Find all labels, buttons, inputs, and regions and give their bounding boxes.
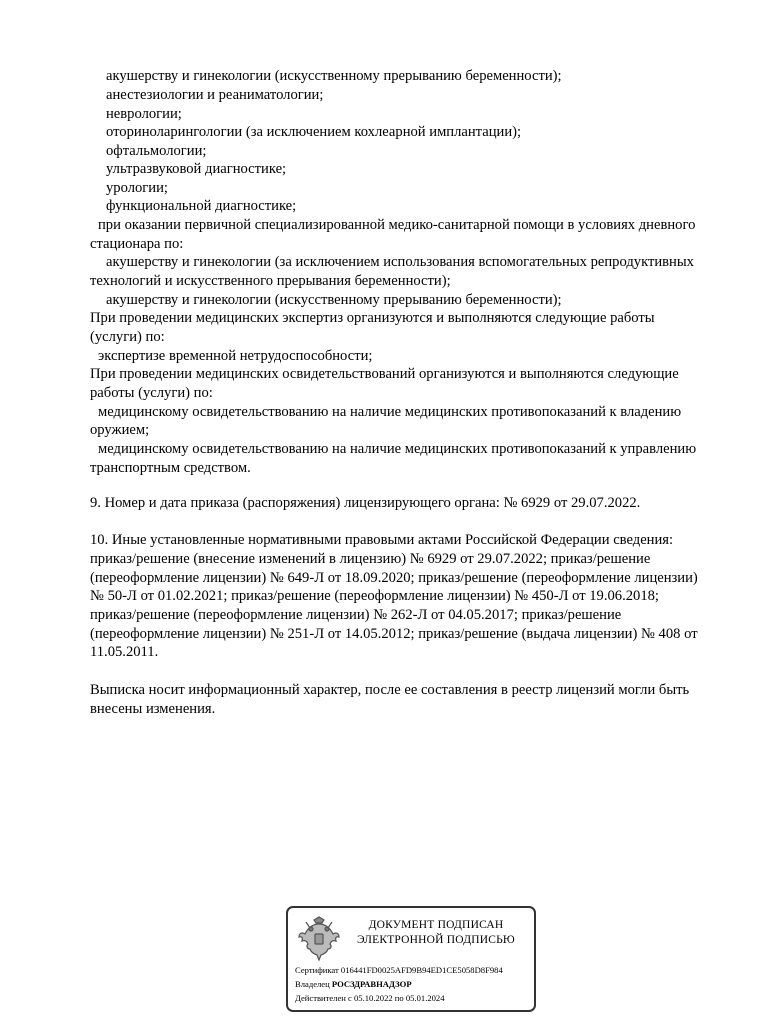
text-line: урологии; xyxy=(106,180,168,196)
certificate-label: Сертификат xyxy=(295,965,339,975)
stamp-title-line: ЭЛЕКТРОННОЙ ПОДПИСЬЮ xyxy=(357,934,515,946)
text-line: при оказании первичной специализированной медико-санитарной помощи в условиях дневного xyxy=(98,217,696,233)
text-line: При проведении медицинских освидетельствований организуются и выполняются следующие xyxy=(90,366,679,382)
certificate-value: 016441FD0025AFD9B94ED1CE5058D8F984 xyxy=(340,965,503,975)
text-line: экспертизе временной нетрудоспособности; xyxy=(98,348,373,364)
certificate-row xyxy=(295,964,503,976)
text-line: анестезиологии и реаниматологии; xyxy=(106,87,324,103)
text-line: акушерству и гинекологии (искусственному прерыванию беременности); xyxy=(106,68,562,84)
disclaimer-line: Выписка носит информационный характер, после ее составления в реестр лицензий могли быть xyxy=(90,682,690,698)
text-line: оториноларингологии (за исключением кохлеарной имплантации); xyxy=(106,124,522,140)
text-line: акушерству и гинекологии (искусственному прерыванию беременности); xyxy=(106,292,562,308)
disclaimer-line: внесены изменения. xyxy=(90,701,216,717)
text-line: При проведении медицинских экспертиз организуются и выполняются следующие работы xyxy=(90,310,655,326)
other-info-line: приказ/решение (внесение изменений в лицензию) № 6929 от 29.07.2022; приказ/решение xyxy=(90,551,651,567)
text-line: офтальмологии; xyxy=(106,143,207,159)
validity-row: Действителен с 05.10.2022 по 05.01.2024 xyxy=(295,993,445,1003)
text-line: неврологии; xyxy=(106,106,182,122)
owner-row xyxy=(295,978,412,990)
owner-value: РОСЗДРАВНАДЗОР xyxy=(331,979,412,989)
stamp-title-line: ДОКУМЕНТ ПОДПИСАН xyxy=(368,919,504,931)
other-info-line: 11.05.2011. xyxy=(90,644,159,660)
electronic-signature-stamp xyxy=(286,906,536,1012)
text-line: работы (услуги) по: xyxy=(90,385,213,401)
text-line: (услуги) по: xyxy=(90,329,165,345)
stamp-title xyxy=(348,918,524,948)
text-line: технологий и искусственного прерывания беременности); xyxy=(90,273,451,289)
owner-label: Владелец xyxy=(295,979,330,989)
other-info-line: (переоформление лицензии) № 649-Л от 18.09.2020; приказ/решение (переоформление лицензии) xyxy=(90,570,698,586)
other-info-line: № 50-Л от 01.02.2021; приказ/решение (переоформление лицензии) № 450-Л от 19.06.2018; xyxy=(90,588,659,604)
other-info-line: приказ/решение (переоформление лицензии) № 262-Л от 04.05.2017; приказ/решение xyxy=(90,607,622,623)
text-line: акушерству и гинекологии (за исключением использования вспомогательных репродуктивных xyxy=(106,254,694,270)
text-line: медицинскому освидетельствованию на наличие медицинских противопоказаний к управлению xyxy=(98,441,697,457)
coat-of-arms-icon xyxy=(296,914,342,964)
text-line: ультразвуковой диагностике; xyxy=(106,161,287,177)
other-info-line: 10. Иные установленные нормативными правовыми актами Российской Федерации сведения: xyxy=(90,532,674,548)
text-line: оружием; xyxy=(90,422,150,438)
text-line: медицинскому освидетельствованию на наличие медицинских противопоказаний к владению xyxy=(98,404,682,420)
other-info-line: (переоформление лицензии) № 251-Л от 14.05.2012; приказ/решение (выдача лицензии) № 408 от xyxy=(90,626,698,642)
license-order-paragraph: 9. Номер и дата приказа (распоряжения) лицензирующего органа: № 6929 от 29.07.2022. xyxy=(90,495,641,511)
text-line: транспортным средством. xyxy=(90,460,251,476)
text-line: стационара по: xyxy=(90,236,184,252)
text-line: функциональной диагностике; xyxy=(106,198,297,214)
